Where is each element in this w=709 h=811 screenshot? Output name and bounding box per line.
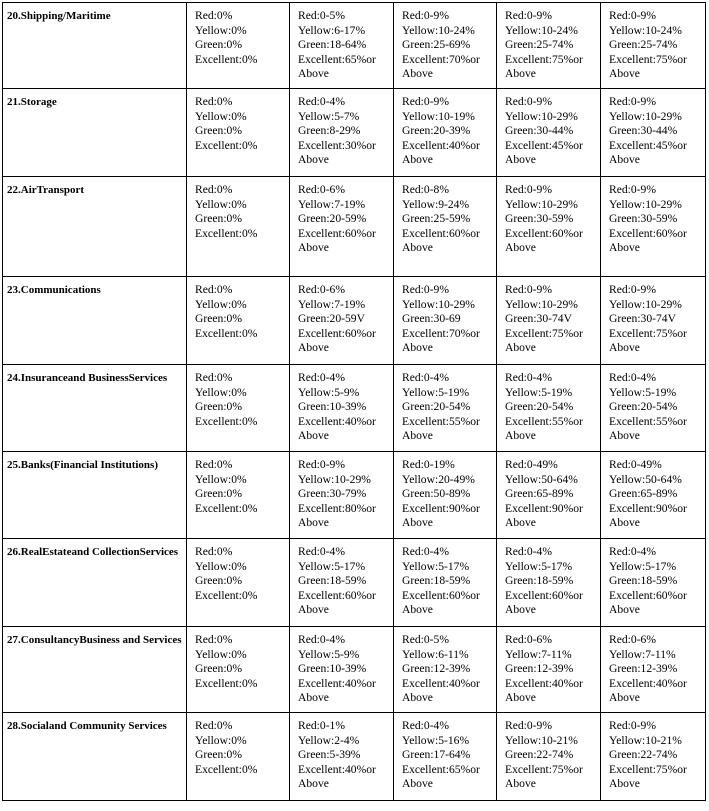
threshold-line: Above — [402, 603, 433, 616]
threshold-line: Above — [505, 691, 536, 704]
threshold-line: Yellow:0% — [195, 733, 247, 747]
threshold-line: Excellent:70%or — [402, 326, 480, 340]
table-row — [3, 3, 706, 89]
threshold-line: Excellent:75%or — [505, 52, 583, 66]
threshold-line: Green:25-59% — [402, 212, 471, 225]
threshold-line: Above — [402, 153, 433, 166]
threshold-line: Above — [505, 516, 536, 529]
threshold-line: Green:50-89% — [402, 487, 471, 500]
threshold-line: Green:18-59% — [298, 574, 367, 587]
threshold-line: Excellent:0% — [195, 676, 258, 690]
sector-cell — [3, 89, 187, 177]
threshold-line: Red:0% — [195, 719, 233, 732]
threshold-cell — [601, 177, 706, 277]
threshold-line: Green:12-39% — [609, 662, 678, 675]
threshold-cell — [187, 89, 290, 177]
threshold-line: Red:0% — [195, 95, 233, 108]
threshold-line: Red:0-9% — [609, 9, 657, 22]
threshold-line: Above — [402, 516, 433, 529]
threshold-cell — [187, 713, 290, 801]
threshold-line: Above — [298, 67, 329, 80]
threshold-line: Green:0% — [195, 487, 242, 500]
threshold-line: Red:0% — [195, 545, 233, 558]
threshold-line: Red:0-9% — [402, 9, 450, 22]
threshold-cell — [290, 177, 394, 277]
threshold-line: Excellent:30%or — [298, 138, 376, 152]
quota-table — [2, 2, 706, 801]
sector-cell — [3, 452, 187, 539]
threshold-cell — [601, 627, 706, 713]
threshold-line: Green:0% — [195, 748, 242, 761]
threshold-cell — [187, 277, 290, 365]
threshold-line: Yellow:10-29% — [505, 297, 578, 311]
table-row — [3, 452, 706, 539]
threshold-line: Above — [505, 603, 536, 616]
threshold-line: Green:0% — [195, 662, 242, 675]
threshold-line: Red:0-1% — [298, 719, 346, 732]
threshold-line: Excellent:45%or — [609, 138, 687, 152]
threshold-line: Red:0-9% — [609, 183, 657, 196]
threshold-line: Above — [298, 341, 329, 354]
sector-label: 25.Banks(Financial Institutions) — [7, 459, 158, 471]
threshold-line: Excellent:0% — [195, 52, 258, 66]
threshold-line: Excellent:0% — [195, 762, 258, 776]
threshold-line: Red:0-49% — [609, 458, 662, 471]
sector-cell — [3, 713, 187, 801]
threshold-line: Excellent:0% — [195, 588, 258, 602]
threshold-line: Yellow:0% — [195, 472, 247, 486]
threshold-line: Above — [298, 153, 329, 166]
sector-cell — [3, 177, 187, 277]
threshold-line: Yellow:0% — [195, 297, 247, 311]
threshold-line: Excellent:60%or — [505, 588, 583, 602]
threshold-line: Above — [298, 241, 329, 254]
threshold-line: Excellent:70%or — [402, 52, 480, 66]
threshold-line: Green:25-74% — [609, 38, 678, 51]
threshold-line: Excellent:0% — [195, 414, 258, 428]
threshold-line: Above — [609, 241, 640, 254]
threshold-line: Yellow:7-11% — [609, 647, 676, 661]
threshold-cell — [601, 713, 706, 801]
threshold-line: Excellent:40%or — [298, 414, 376, 428]
threshold-line: Above — [609, 777, 640, 790]
threshold-line: Excellent:55%or — [402, 414, 480, 428]
threshold-line: Green:65-89% — [505, 487, 574, 500]
threshold-line: Excellent:40%or — [505, 676, 583, 690]
sector-cell — [3, 539, 187, 627]
threshold-line: Yellow:7-11% — [505, 647, 572, 661]
sector-label: 24.Insuranceand BusinessServices — [7, 372, 168, 384]
threshold-cell — [497, 177, 601, 277]
threshold-line: Yellow:10-29% — [402, 297, 475, 311]
sector-cell — [3, 627, 187, 713]
threshold-line: Red:0-4% — [609, 371, 657, 384]
threshold-line: Green:18-59% — [505, 574, 574, 587]
threshold-line: Yellow:7-19% — [298, 197, 366, 211]
threshold-line: Yellow:0% — [195, 197, 247, 211]
table-row — [3, 713, 706, 801]
table-row — [3, 365, 706, 452]
threshold-cell — [290, 539, 394, 627]
threshold-cell — [187, 452, 290, 539]
threshold-line: Red:0-9% — [402, 95, 450, 108]
threshold-line: Red:0-4% — [402, 371, 450, 384]
threshold-line: Red:0-4% — [505, 371, 553, 384]
threshold-line: Green:20-54% — [609, 400, 678, 413]
quota-table-body — [3, 3, 706, 801]
threshold-cell — [394, 89, 497, 177]
threshold-line: Excellent:65%or — [402, 762, 480, 776]
threshold-line: Red:0-4% — [505, 545, 553, 558]
threshold-line: Green:30-44% — [505, 124, 574, 137]
threshold-line: Excellent:80%or — [298, 501, 376, 515]
threshold-line: Green:0% — [195, 212, 242, 225]
sector-cell — [3, 277, 187, 365]
threshold-line: Above — [402, 241, 433, 254]
threshold-line: Above — [505, 153, 536, 166]
threshold-line: Excellent:60%or — [609, 226, 687, 240]
threshold-line: Yellow:9-24% — [402, 197, 470, 211]
threshold-line: Yellow:2-4% — [298, 733, 360, 747]
threshold-line: Excellent:60%or — [402, 226, 480, 240]
threshold-line: Red:0% — [195, 371, 233, 384]
threshold-cell — [497, 627, 601, 713]
threshold-cell — [394, 177, 497, 277]
threshold-line: Above — [298, 429, 329, 442]
table-row — [3, 539, 706, 627]
threshold-line: Red:0-9% — [402, 283, 450, 296]
threshold-line: Red:0-49% — [505, 458, 558, 471]
sector-label: 28.Socialand Community Services — [7, 720, 167, 732]
threshold-line: Yellow:10-24% — [609, 23, 682, 37]
threshold-line: Excellent:60%or — [402, 588, 480, 602]
threshold-line: Above — [402, 341, 433, 354]
threshold-line: Yellow:10-21% — [505, 733, 578, 747]
threshold-line: Green:30-59% — [505, 212, 574, 225]
threshold-line: Green:18-59% — [402, 574, 471, 587]
threshold-line: Green:17-64% — [402, 748, 471, 761]
threshold-line: Yellow:5-16% — [402, 733, 470, 747]
threshold-cell — [290, 627, 394, 713]
threshold-line: Excellent:65%or — [298, 52, 376, 66]
threshold-line: Red:0-9% — [505, 95, 553, 108]
threshold-line: Excellent:40%or — [609, 676, 687, 690]
threshold-line: Excellent:60%or — [298, 326, 376, 340]
threshold-line: Excellent:60%or — [298, 588, 376, 602]
threshold-line: Above — [505, 67, 536, 80]
threshold-line: Red:0-4% — [298, 545, 346, 558]
threshold-line: Excellent:75%or — [609, 52, 687, 66]
threshold-line: Excellent:0% — [195, 326, 258, 340]
threshold-line: Red:0-4% — [298, 371, 346, 384]
threshold-line: Green:30-74V — [609, 312, 676, 325]
threshold-cell — [601, 539, 706, 627]
threshold-line: Green:30-59% — [609, 212, 678, 225]
threshold-line: Red:0-6% — [298, 183, 346, 196]
threshold-line: Green:30-69 — [402, 312, 461, 325]
sector-label: 22.AirTransport — [7, 184, 85, 196]
threshold-line: Red:0-5% — [402, 633, 450, 646]
threshold-line: Red:0-6% — [505, 633, 553, 646]
threshold-line: Red:0-4% — [298, 95, 346, 108]
table-row — [3, 627, 706, 713]
threshold-line: Excellent:55%or — [505, 414, 583, 428]
threshold-line: Yellow:20-49% — [402, 472, 475, 486]
threshold-line: Green:0% — [195, 312, 242, 325]
table-row — [3, 177, 706, 277]
threshold-line: Yellow:10-29% — [298, 472, 371, 486]
threshold-line: Above — [609, 691, 640, 704]
threshold-cell — [497, 452, 601, 539]
threshold-line: Green:0% — [195, 574, 242, 587]
threshold-line: Yellow:0% — [195, 559, 247, 573]
threshold-line: Red:0-9% — [505, 183, 553, 196]
threshold-line: Red:0-9% — [505, 283, 553, 296]
threshold-line: Above — [402, 777, 433, 790]
threshold-line: Above — [609, 429, 640, 442]
threshold-line: Green:18-64% — [298, 38, 367, 51]
threshold-line: Red:0-9% — [505, 719, 553, 732]
threshold-line: Yellow:10-29% — [609, 109, 682, 123]
threshold-line: Yellow:10-29% — [505, 197, 578, 211]
threshold-line: Yellow:5-17% — [402, 559, 470, 573]
threshold-line: Above — [505, 777, 536, 790]
threshold-line: Yellow:10-24% — [402, 23, 475, 37]
threshold-cell — [290, 365, 394, 452]
threshold-cell — [601, 277, 706, 365]
threshold-line: Red:0% — [195, 458, 233, 471]
threshold-cell — [290, 3, 394, 89]
threshold-line: Red:0-5% — [298, 9, 346, 22]
threshold-line: Green:22-74% — [609, 748, 678, 761]
threshold-line: Green:25-69% — [402, 38, 471, 51]
threshold-line: Yellow:5-7% — [298, 109, 360, 123]
threshold-cell — [290, 452, 394, 539]
threshold-line: Excellent:75%or — [505, 762, 583, 776]
threshold-line: Above — [609, 516, 640, 529]
threshold-line: Green:12-39% — [505, 662, 574, 675]
threshold-line: Green:0% — [195, 124, 242, 137]
threshold-line: Red:0-6% — [609, 633, 657, 646]
threshold-line: Excellent:0% — [195, 501, 258, 515]
threshold-cell — [290, 713, 394, 801]
table-row — [3, 89, 706, 177]
threshold-cell — [187, 365, 290, 452]
threshold-line: Yellow:10-19% — [402, 109, 475, 123]
threshold-line: Green:10-39% — [298, 662, 367, 675]
threshold-line: Excellent:0% — [195, 138, 258, 152]
threshold-line: Yellow:0% — [195, 23, 247, 37]
threshold-cell — [601, 3, 706, 89]
threshold-line: Above — [505, 241, 536, 254]
threshold-line: Yellow:5-17% — [609, 559, 677, 573]
threshold-line: Excellent:55%or — [609, 414, 687, 428]
threshold-line: Red:0-9% — [298, 458, 346, 471]
threshold-line: Green:30-74V — [505, 312, 572, 325]
threshold-line: Excellent:40%or — [402, 138, 480, 152]
threshold-line: Above — [402, 691, 433, 704]
threshold-line: Excellent:60%or — [298, 226, 376, 240]
threshold-line: Excellent:75%or — [505, 326, 583, 340]
threshold-line: Excellent:75%or — [609, 326, 687, 340]
threshold-cell — [394, 277, 497, 365]
threshold-line: Yellow:5-17% — [298, 559, 366, 573]
threshold-line: Above — [609, 341, 640, 354]
threshold-line: Red:0% — [195, 283, 233, 296]
threshold-line: Excellent:90%or — [609, 501, 687, 515]
threshold-line: Yellow:0% — [195, 109, 247, 123]
threshold-line: Yellow:6-17% — [298, 23, 366, 37]
threshold-cell — [187, 177, 290, 277]
threshold-line: Red:0-9% — [609, 719, 657, 732]
threshold-line: Red:0-9% — [609, 283, 657, 296]
threshold-line: Red:0-4% — [609, 545, 657, 558]
threshold-line: Green:30-44% — [609, 124, 678, 137]
threshold-line: Red:0-9% — [609, 95, 657, 108]
threshold-line: Red:0-4% — [402, 545, 450, 558]
threshold-line: Green:8-29% — [298, 124, 361, 137]
threshold-cell — [497, 89, 601, 177]
threshold-cell — [497, 539, 601, 627]
threshold-line: Yellow:5-9% — [298, 647, 360, 661]
threshold-line: Green:20-59V — [298, 312, 365, 325]
threshold-line: Excellent:90%or — [505, 501, 583, 515]
threshold-line: Red:0-9% — [505, 9, 553, 22]
threshold-cell — [601, 452, 706, 539]
threshold-line: Above — [298, 516, 329, 529]
threshold-line: Yellow:0% — [195, 647, 247, 661]
threshold-cell — [187, 3, 290, 89]
threshold-line: Red:0% — [195, 633, 233, 646]
threshold-cell — [394, 539, 497, 627]
threshold-line: Green:20-54% — [505, 400, 574, 413]
threshold-cell — [497, 713, 601, 801]
threshold-line: Yellow:10-29% — [609, 297, 682, 311]
threshold-cell — [601, 89, 706, 177]
threshold-line: Above — [298, 691, 329, 704]
threshold-line: Green:65-89% — [609, 487, 678, 500]
threshold-cell — [497, 365, 601, 452]
threshold-line: Above — [402, 67, 433, 80]
threshold-line: Yellow:10-29% — [505, 109, 578, 123]
threshold-line: Yellow:7-19% — [298, 297, 366, 311]
threshold-line: Red:0% — [195, 183, 233, 196]
threshold-line: Excellent:90%or — [402, 501, 480, 515]
threshold-line: Red:0-4% — [402, 719, 450, 732]
threshold-line: Green:30-79% — [298, 487, 367, 500]
threshold-cell — [497, 277, 601, 365]
threshold-line: Above — [505, 341, 536, 354]
threshold-line: Green:5-39% — [298, 748, 361, 761]
sector-cell — [3, 365, 187, 452]
threshold-cell — [187, 539, 290, 627]
threshold-line: Excellent:45%or — [505, 138, 583, 152]
threshold-line: Green:22-74% — [505, 748, 574, 761]
sector-cell — [3, 3, 187, 89]
threshold-line: Green:18-59% — [609, 574, 678, 587]
threshold-line: Green:20-59% — [298, 212, 367, 225]
threshold-cell — [290, 89, 394, 177]
threshold-line: Above — [298, 603, 329, 616]
threshold-cell — [497, 3, 601, 89]
sector-label: 20.Shipping/Maritime — [7, 10, 111, 22]
threshold-line: Green:10-39% — [298, 400, 367, 413]
threshold-line: Yellow:0% — [195, 385, 247, 399]
threshold-cell — [187, 627, 290, 713]
threshold-line: Excellent:40%or — [298, 762, 376, 776]
threshold-cell — [394, 627, 497, 713]
threshold-line: Above — [609, 153, 640, 166]
threshold-line: Red:0-6% — [298, 283, 346, 296]
threshold-line: Above — [298, 777, 329, 790]
threshold-line: Yellow:10-29% — [609, 197, 682, 211]
threshold-cell — [394, 365, 497, 452]
threshold-line: Excellent:0% — [195, 226, 258, 240]
threshold-cell — [394, 452, 497, 539]
threshold-line: Yellow:5-9% — [298, 385, 360, 399]
table-row — [3, 277, 706, 365]
threshold-line: Excellent:60%or — [505, 226, 583, 240]
threshold-line: Green:20-39% — [402, 124, 471, 137]
threshold-line: Red:0-19% — [402, 458, 455, 471]
threshold-line: Red:0-4% — [298, 633, 346, 646]
threshold-line: Red:0-8% — [402, 183, 450, 196]
threshold-line: Yellow:5-19% — [402, 385, 470, 399]
threshold-cell — [394, 713, 497, 801]
sector-label: 23.Communications — [7, 284, 101, 296]
threshold-line: Yellow:50-64% — [505, 472, 578, 486]
threshold-line: Excellent:75%or — [609, 762, 687, 776]
threshold-line: Red:0% — [195, 9, 233, 22]
threshold-line: Excellent:40%or — [298, 676, 376, 690]
threshold-cell — [290, 277, 394, 365]
threshold-line: Excellent:60%or — [609, 588, 687, 602]
threshold-line: Above — [609, 67, 640, 80]
threshold-line: Green:25-74% — [505, 38, 574, 51]
threshold-line: Above — [505, 429, 536, 442]
sector-label: 21.Storage — [7, 96, 57, 108]
threshold-line: Yellow:5-19% — [505, 385, 573, 399]
threshold-line: Yellow:50-64% — [609, 472, 682, 486]
threshold-cell — [601, 365, 706, 452]
threshold-line: Green:12-39% — [402, 662, 471, 675]
threshold-line: Yellow:10-24% — [505, 23, 578, 37]
threshold-line: Yellow:5-17% — [505, 559, 573, 573]
threshold-line: Yellow:5-19% — [609, 385, 677, 399]
threshold-line: Green:20-54% — [402, 400, 471, 413]
threshold-line: Excellent:40%or — [402, 676, 480, 690]
threshold-cell — [394, 3, 497, 89]
threshold-line: Green:0% — [195, 38, 242, 51]
threshold-line: Yellow:6-11% — [402, 647, 469, 661]
threshold-line: Above — [402, 429, 433, 442]
sector-label: 26.RealEstateand CollectionServices — [7, 546, 179, 558]
threshold-line: Above — [609, 603, 640, 616]
threshold-line: Green:0% — [195, 400, 242, 413]
sector-label: 27.ConsultancyBusiness and Services — [7, 634, 182, 646]
threshold-line: Yellow:10-21% — [609, 733, 682, 747]
